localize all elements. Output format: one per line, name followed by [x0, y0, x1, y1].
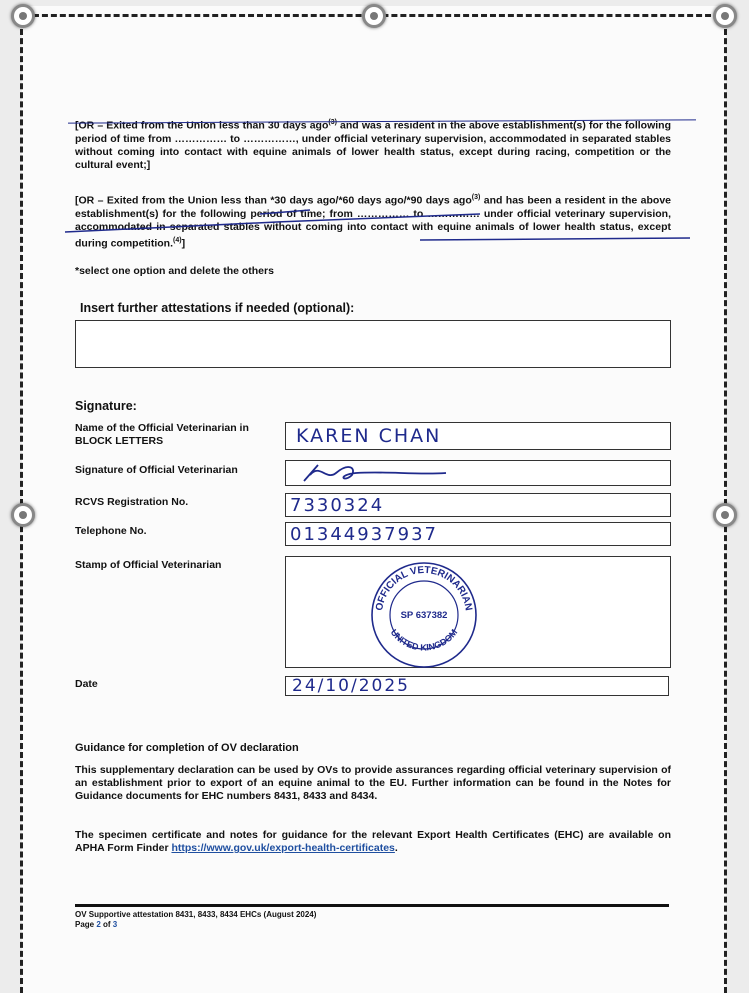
date-field[interactable] — [285, 676, 669, 696]
telephone-field[interactable] — [285, 522, 671, 546]
option-paragraph-2: [OR – Exited from the Union less than *30 days ago/*60 days ago/*90 days ago$^{(3)}$ and has been a resident in the above establishment(s) for the following period of time; from …………… to …………… under official veterinary supervision, accommodated in separated stables without coming into contact with equine animals of lower health status, except during competition.$^{(4)}$] — [75, 194, 672, 249]
stamp-number: SP 637382 — [400, 610, 448, 621]
stamp-bottom-text: UNITED KINGDOM — [388, 627, 460, 653]
telephone-value: 01344937937 — [290, 524, 438, 545]
signature-label: Signature of Official Veterinarian — [75, 464, 238, 476]
footer-title: OV Supportive attestation 8431, 8433, 8434 EHCs (August 2024) — [75, 910, 317, 919]
footer-page-number: Page 2 of 3 — [75, 920, 118, 929]
guidance-paragraph-1: This supplementary declaration can be used by OVs to provide assurances regarding official veterinary supervision of an establishment prior to export of an equine animal to the EU. Further information can be found in the Notes for Guidance documents for EHC numbers 8431, 8433 and 8434. — [75, 764, 671, 802]
stamp-top-text: OFFICIAL VETERINARIAN — [374, 564, 474, 612]
rcvs-label: RCVS Registration No. — [75, 496, 189, 508]
stamp-field[interactable] — [285, 556, 671, 668]
guidance-heading: Guidance for completion of OV declaration — [75, 742, 299, 754]
option-paragraph-1: [OR – Exited from the Union less than 30 days ago$^{(3)}$ and was a resident in the above establishment(s) for the following period of time from …………… to ……………, under official veterinary supervision, accommodated in separated stables without coming into contact with equine animals of lower health status, except during racing, competition or the cultural event;] — [75, 119, 671, 171]
rcvs-field[interactable] — [285, 493, 671, 517]
footer-rule — [75, 904, 669, 907]
export-health-certificates-link[interactable]: https://www.gov.uk/export-health-certificates — [171, 842, 395, 854]
signature-heading: Signature: — [75, 399, 137, 413]
crop-handle-middle-left[interactable] — [11, 503, 35, 527]
strikethrough-scribble — [60, 196, 700, 246]
name-value: KAREN CHAN — [296, 425, 442, 447]
further-attestations-heading: Insert further attestations if needed (optional): — [80, 301, 355, 315]
date-label: Date — [75, 678, 98, 690]
guidance-paragraph-2: The specimen certificate and notes for guidance for the relevant Export Health Certificates (EHC) are available on APHA Form Finder https://www.gov.uk/export-health-certificates. — [75, 829, 671, 854]
crop-handle-middle-right[interactable] — [713, 503, 737, 527]
name-label: Name of the Official Veterinarian in BLOCK LETTERS — [75, 422, 249, 447]
crop-handle-top-right[interactable] — [713, 4, 737, 28]
signature-field[interactable] — [285, 460, 671, 486]
select-note: *select one option and delete the others — [75, 265, 274, 277]
telephone-label: Telephone No. — [75, 525, 147, 537]
name-field[interactable] — [285, 422, 671, 450]
signature-scribble — [296, 461, 456, 485]
stamp-label: Stamp of Official Veterinarian — [75, 559, 222, 571]
crop-handle-top-left[interactable] — [11, 4, 35, 28]
date-value: 24/10/2025 — [292, 676, 410, 696]
rcvs-value: 7330324 — [290, 495, 385, 516]
official-stamp — [364, 557, 484, 669]
crop-handle-top-center[interactable] — [362, 4, 386, 28]
further-attestations-box[interactable] — [75, 320, 671, 368]
